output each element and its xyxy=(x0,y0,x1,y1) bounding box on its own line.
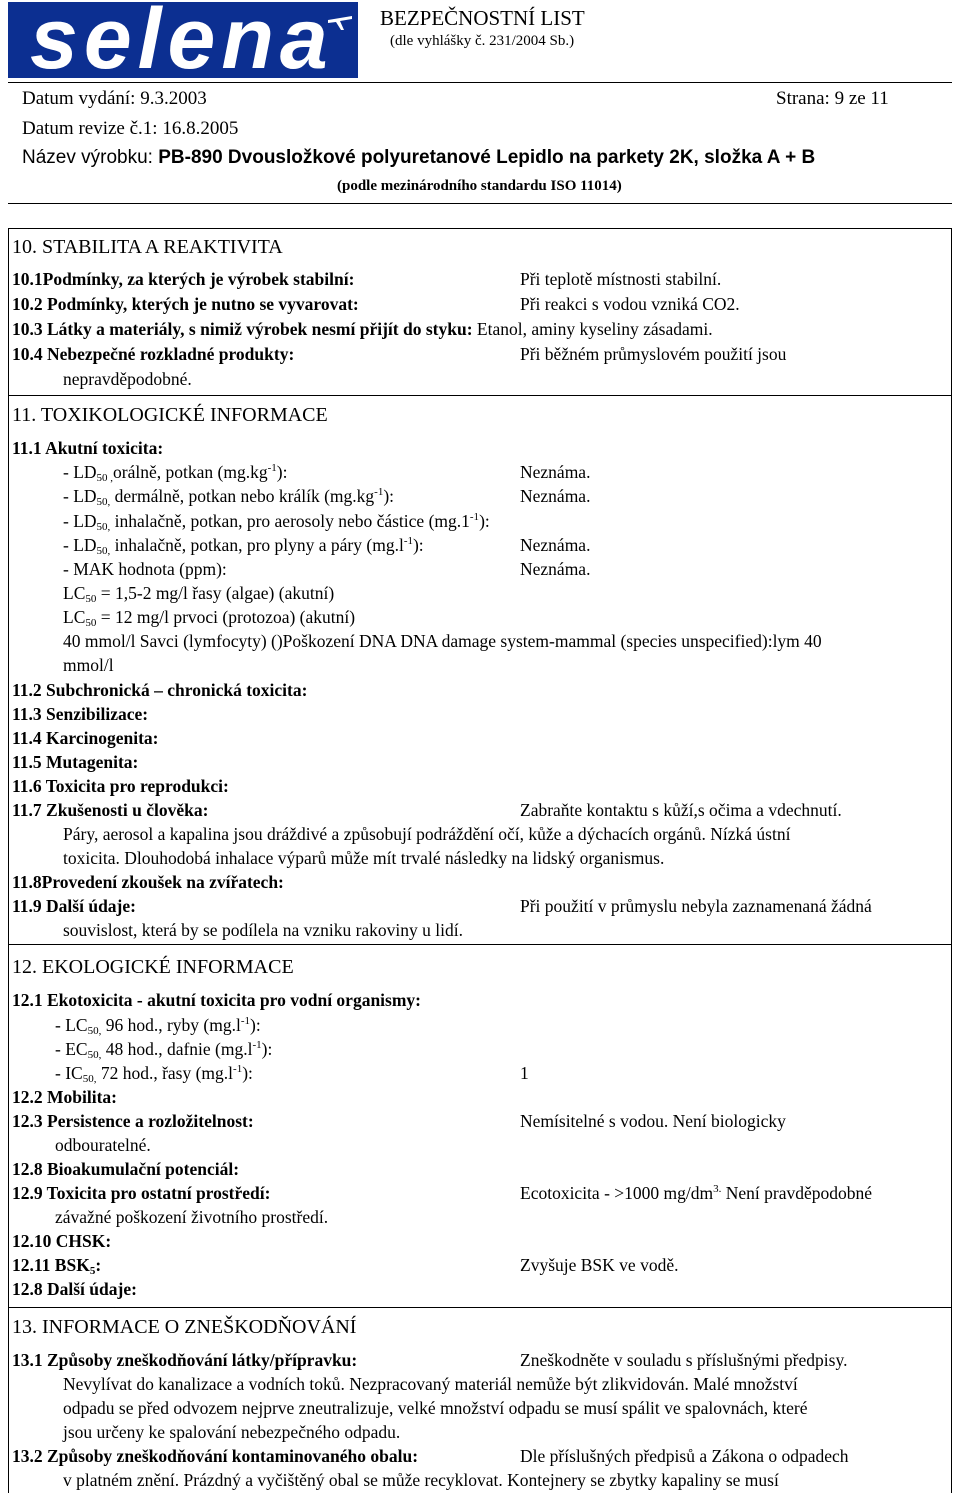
section-13-title: 13. INFORMACE O ZNEŠKODŇOVÁNÍ xyxy=(12,1316,357,1338)
s11-7-value: Zabraňte kontaktu s kůží,s očima a vdechnutí. xyxy=(520,800,842,820)
s12-8a-label: 12.8 Bioakumulační potenciál: xyxy=(12,1159,240,1179)
s11-9-value: Při použití v průmyslu nebyla zaznamenaná žádná xyxy=(520,896,872,916)
s13-1-value: Zneškodněte v souladu s příslušnými předpisy. xyxy=(520,1350,848,1370)
ld50-gas-text: inhalačně, potkan, pro plyny a páry (mg.l xyxy=(110,535,404,555)
s12-3-value: Nemísitelné s vodou. Není biologicky xyxy=(520,1111,786,1131)
ec50-text: 48 hod., dafnie (mg.l xyxy=(101,1039,253,1059)
product-label: Název výrobku: xyxy=(22,147,159,168)
s11-7-line-2: Páry, aerosol a kapalina jsou dráždivé a způsobují podráždění očí, kůže a dýchacích orgánů. Nízká ústní xyxy=(63,824,791,844)
s13-2-value: Dle příslušných předpisů a Zákona o odpadech xyxy=(520,1446,849,1466)
ld50-oral-text: orálně, potkan (mg.kg xyxy=(113,462,268,482)
ld50-dermal-value: Neznáma. xyxy=(520,486,591,506)
s11-5-label: 11.5 Mutagenita: xyxy=(12,752,139,772)
ld50-oral xyxy=(63,462,287,483)
lc50-algae-text: = 1,5-2 mg/l řasy (algae) (akutní) xyxy=(96,583,335,603)
s12-9-value xyxy=(520,1183,872,1204)
section-12-title: 12. EKOLOGICKÉ INFORMACE xyxy=(12,956,294,978)
s10-2-value: Při reakci s vodou vzniká CO2. xyxy=(520,294,740,314)
ld50-oral-value: Neznáma. xyxy=(520,462,591,482)
ec50-daphnia xyxy=(55,1039,272,1060)
ld50-oral-pre: - LD xyxy=(63,462,97,482)
s13-2-label: 13.2 Způsoby zneškodňování kontaminovaného obalu: xyxy=(12,1446,419,1466)
s13-1-line-3: odpadu se před odvozem nejprve zneutralizuje, velké množství odpadu se musí spálit ve spalovnách, které xyxy=(63,1398,808,1418)
ld50-aerosol-sup: -1 xyxy=(469,511,480,523)
section-11-title: 11. TOXIKOLOGICKÉ INFORMACE xyxy=(12,404,328,426)
s12-3-cont: odbouratelné. xyxy=(55,1135,151,1155)
ld50-gas-end: ): xyxy=(412,535,424,555)
product-line xyxy=(22,147,815,169)
ic50-algae xyxy=(55,1063,253,1084)
issue-date: Datum vydání: 9.3.2003 xyxy=(22,88,207,109)
ld50-aerosol-text: inhalačně, potkan, pro aerosoly nebo částice (mg.1 xyxy=(110,511,470,531)
ld50-oral-sub: 50 , xyxy=(96,472,114,484)
ld50-inhal-gas xyxy=(63,535,424,556)
s12-9-value-b: Není pravděpodobné xyxy=(721,1183,873,1203)
s12-8b-label: 12.8 Další údaje: xyxy=(12,1279,137,1299)
lc50-fish-sup: -1 xyxy=(240,1015,251,1027)
s13-1-label: 13.1 Způsoby zneškodňování látky/přípravku: xyxy=(12,1350,358,1370)
lc50-fish-pre: - LC xyxy=(55,1015,88,1035)
s13-2-line-2: v platném znění. Prázdný a vyčištěný obal se může recyklovat. Kontejnery se zbytky kapaliny se musí xyxy=(63,1470,779,1490)
ec50-end: ): xyxy=(261,1039,273,1059)
s12-11-sub: 5 xyxy=(89,1265,96,1277)
ld50-dermal-text: dermálně, potkan nebo králík (mg.kg xyxy=(110,486,375,506)
ld50-oral-sup: -1 xyxy=(267,462,277,474)
ld50-gas-sup: -1 xyxy=(403,535,413,547)
s11-3-label: 11.3 Senzibilizace: xyxy=(12,704,149,724)
s11-4-label: 11.4 Karcinogenita: xyxy=(12,728,159,748)
s10-4-cont: nepravděpodobné. xyxy=(63,369,192,389)
s10-4-label: 10.4 Nebezpečné rozkladné produkty: xyxy=(12,344,295,364)
mak-label: - MAK hodnota (ppm): xyxy=(63,559,227,579)
s12-11-label xyxy=(12,1255,101,1276)
lc50-fish xyxy=(55,1015,261,1036)
s11-9-cont: souvislost, která by se podílela na vzniku rakoviny u lidí. xyxy=(63,920,464,940)
s12-2-label: 12.2 Mobilita: xyxy=(12,1087,117,1107)
page-number: Strana: 9 ze 11 xyxy=(776,88,889,109)
lc50-algae-pre: LC xyxy=(63,583,86,603)
s12-9-sup: 3. xyxy=(713,1183,722,1195)
s12-11-pre: 12.11 BSK xyxy=(12,1255,90,1275)
ld50-aerosol-sub: 50, xyxy=(96,521,111,533)
ic50-value: 1 xyxy=(520,1063,529,1083)
s10-1-value: Při teplotě místnosti stabilní. xyxy=(520,269,722,289)
s12-9-value-a: Ecotoxicita - >1000 mg/dm xyxy=(520,1183,714,1203)
s12-11-end: : xyxy=(95,1255,102,1275)
revision-date: Datum revize č.1: 16.8.2005 xyxy=(22,118,239,139)
ic50-end: ): xyxy=(242,1063,253,1083)
s10-3-row xyxy=(12,319,713,340)
ld50-gas-value: Neznáma. xyxy=(520,535,591,555)
s12-1-label: 12.1 Ekotoxicita - akutní toxicita pro vodní organismy: xyxy=(12,990,422,1010)
ld50-dermal-pre: - LD xyxy=(63,486,97,506)
section-10-title: 10. STABILITA A REAKTIVITA xyxy=(12,236,283,258)
ld50-dermal-sub: 50, xyxy=(96,496,111,508)
lc50-fish-end: ): xyxy=(250,1015,261,1035)
s12-9-cont: závažné poškození životního prostředí. xyxy=(55,1207,329,1227)
s10-3-value: Etanol, aminy kyseliny zásadami. xyxy=(472,319,713,339)
s11-2-label: 11.2 Subchronická – chronická toxicita: xyxy=(12,680,308,700)
savci-line-1: 40 mmol/l Savci (lymfocyty) ()Poškození DNA DNA damage system-mammal (species unspecified):lym 40 xyxy=(63,631,822,651)
s13-1-line-2: Nevylívat do kanalizace a vodních toků. Nezpracovaný materiál nemůže být zlikvidován. Malé množství xyxy=(63,1374,798,1394)
lc50-algae-sub: 50 xyxy=(85,593,97,605)
s11-7-label: 11.7 Zkušenosti u člověka: xyxy=(12,800,209,820)
lc50-protozoa-pre: LC xyxy=(63,607,86,627)
product-name: PB-890 Dvousložkové polyuretanové Lepidlo na parkety 2K, složka A + B xyxy=(158,147,816,168)
ld50-gas-sub: 50, xyxy=(96,545,111,557)
standard-note: (podle mezinárodního standardu ISO 11014) xyxy=(337,178,622,194)
lc50-fish-sub: 50, xyxy=(87,1025,102,1037)
ld50-oral-end: ): xyxy=(276,462,288,482)
s11-9-label: 11.9 Další údaje: xyxy=(12,896,136,916)
ld50-aerosol-pre: - LD xyxy=(63,511,97,531)
header-rule-bottom xyxy=(8,203,952,204)
lc50-protozoa-text: = 12 mg/l prvoci (protozoa) (akutní) xyxy=(96,607,356,627)
ld50-dermal-sup: -1 xyxy=(374,486,384,498)
plane-icon xyxy=(326,6,354,34)
lc50-fish-text: 96 hod., ryby (mg.l xyxy=(101,1015,241,1035)
s12-11-value: Zvyšuje BSK ve vodě. xyxy=(520,1255,679,1275)
selena-logo xyxy=(8,2,358,78)
lc50-protozoa-sub: 50 xyxy=(85,617,97,629)
s10-3-label: 10.3 Látky a materiály, s nimiž výrobek nesmí přijít do styku: xyxy=(12,319,473,339)
document-title: BEZPEČNOSTNÍ LIST xyxy=(380,6,585,30)
ic50-sup: -1 xyxy=(233,1063,243,1075)
ic50-text: 72 hod., řasy (mg.l xyxy=(96,1063,234,1083)
s11-6-label: 11.6 Toxicita pro reprodukci: xyxy=(12,776,229,796)
s12-10-label: 12.10 CHSK: xyxy=(12,1231,112,1251)
mak-value: Neznáma. xyxy=(520,559,591,579)
ic50-sub: 50, xyxy=(82,1073,97,1085)
ic50-pre: - IC xyxy=(55,1063,83,1083)
logo-text: selena xyxy=(30,2,334,78)
s12-3-label: 12.3 Persistence a rozložitelnost: xyxy=(12,1111,254,1131)
lc50-algae xyxy=(63,583,334,604)
s12-9-label: 12.9 Toxicita pro ostatní prostředí: xyxy=(12,1183,271,1203)
ld50-dermal xyxy=(63,486,394,507)
ec50-pre: - EC xyxy=(55,1039,88,1059)
s10-4-value: Při běžném průmyslovém použití jsou xyxy=(520,344,787,364)
s11-7-line-3: toxicita. Dlouhodobá inhalace výparů může mít trvalé následky na lidský organismus. xyxy=(63,848,665,868)
header-rule-top xyxy=(8,82,952,83)
ld50-dermal-end: ): xyxy=(383,486,395,506)
s13-1-line-4: jsou určeny ke spalování nebezpečného odpadu. xyxy=(63,1422,401,1442)
ld50-gas-pre: - LD xyxy=(63,535,97,555)
ld50-inhal-aerosol xyxy=(63,511,490,532)
ld50-aerosol-end: ): xyxy=(479,511,490,531)
s11-8-label: 11.8Provedení zkoušek na zvířatech: xyxy=(12,872,284,892)
savci-line-2: mmol/l xyxy=(63,655,114,675)
s10-1-label: 10.1Podmínky, za kterých je výrobek stabilní: xyxy=(12,269,355,289)
lc50-protozoa xyxy=(63,607,355,628)
s11-1-label: 11.1 Akutní toxicita: xyxy=(12,438,164,458)
s10-2-label: 10.2 Podmínky, kterých je nutno se vyvarovat: xyxy=(12,294,359,314)
ec50-sup: -1 xyxy=(252,1039,262,1051)
ec50-sub: 50, xyxy=(87,1049,102,1061)
document-subtitle: (dle vyhlášky č. 231/2004 Sb.) xyxy=(390,33,575,49)
